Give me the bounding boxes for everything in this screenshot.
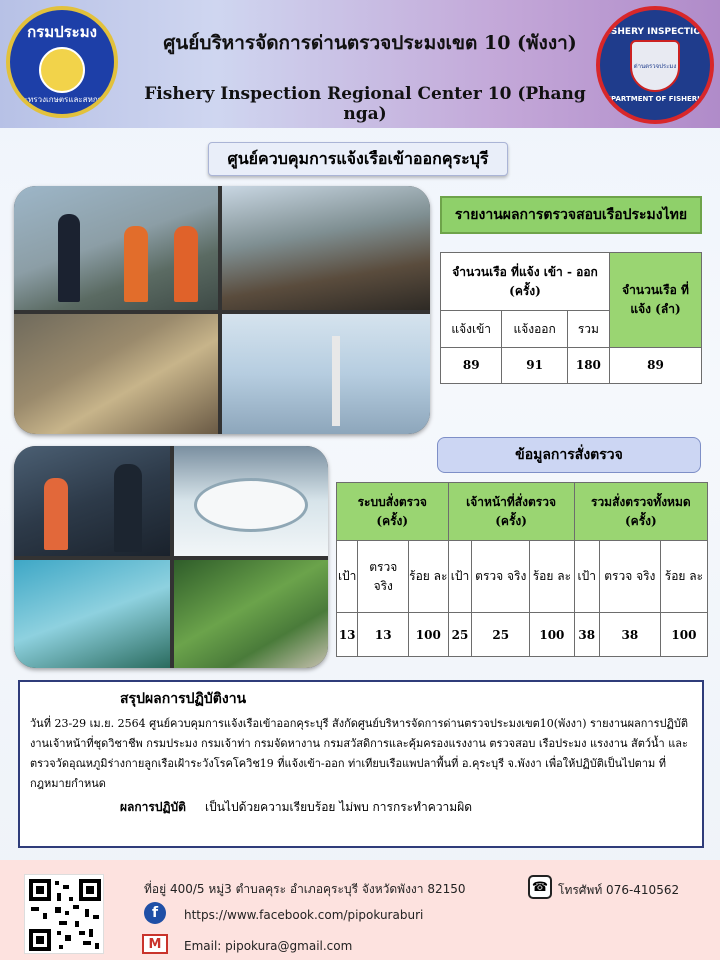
shield-icon	[630, 40, 680, 92]
footer-email[interactable]: Email: pipokura@gmail.com	[184, 939, 353, 953]
report-title: รายงานผลการตรวจสอบเรือประมงไทย	[440, 196, 702, 234]
photo-crew-2	[114, 464, 142, 552]
photo-boat-engine	[222, 186, 430, 310]
emblem-icon	[39, 47, 85, 93]
summary-heading: สรุปผลการปฏิบัติงาน	[120, 691, 247, 707]
photo-vegetables	[174, 560, 328, 668]
system-target-value: 13	[337, 613, 358, 657]
total-actual-value: 38	[599, 613, 660, 657]
center-name-banner: ศูนย์ควบคุมการแจ้งเรือเข้าออกคุระบุรี	[208, 142, 508, 176]
footer-address: ที่อยู่ 400/5 หมู่3 ตำบลคุระ อำเภอคุระบุรี จังหวัดพังงา 82150	[144, 882, 466, 896]
header-officer-orders: เจ้าหน้าที่สั่งตรวจ (ครั้ง)	[448, 483, 574, 541]
subheader-actual: ตรวจ จริง	[599, 541, 660, 613]
photo-equipment-pole	[332, 336, 340, 426]
photo-collage-inspection	[14, 186, 430, 434]
photo-crew-1	[44, 478, 68, 550]
photo-supplies-basin	[14, 560, 170, 668]
total-percent-value: 100	[660, 613, 707, 657]
result-label: ผลการปฏิบัติ	[120, 800, 186, 814]
result-text: เป็นไปด้วยความเรียบร้อย ไม่พบ การกระทำความผิด	[205, 800, 473, 814]
subheader-percent: ร้อย ละ	[530, 541, 575, 613]
fishery-inspection-logo	[596, 6, 714, 124]
system-percent-value: 100	[409, 613, 448, 657]
photo-officer-3	[174, 226, 198, 302]
total-target-value: 38	[574, 613, 599, 657]
value-in: 89	[441, 347, 502, 383]
header-boats-in-out: จำนวนเรือ ที่แจ้ง เข้า - ออก (ครั้ง)	[441, 253, 610, 311]
logo-right-top-text: FISHERY INSPECTION	[601, 26, 709, 37]
system-actual-value: 13	[358, 613, 409, 657]
logo-right-center-text: ด่านตรวจประมง	[633, 62, 677, 70]
page-title-thai: ศูนย์บริหารจัดการด่านตรวจประมงเขต 10 (พังงา)	[163, 32, 577, 54]
inspection-orders-title: ข้อมูลการสั่งตรวจ	[437, 437, 701, 473]
value-out: 91	[502, 347, 567, 383]
summary-result	[120, 798, 692, 817]
subheader-target: เป้า	[574, 541, 599, 613]
mail-icon[interactable]: M	[142, 934, 168, 954]
value-boats: 89	[610, 347, 702, 383]
phone-icon: ☎	[528, 875, 552, 899]
summary-box	[18, 680, 704, 848]
header-total-boats: จำนวนเรือ ที่แจ้ง (ลำ)	[610, 253, 702, 348]
logo-left-top-text: กรมประมง	[27, 22, 97, 41]
summary-body: วันที่ 23-29 เม.ย. 2564 ศูนย์ควบคุมการแจ้งเรือเข้าออกคุระบุรี สังกัดศูนย์บริหารจัดการด่านตรวจประมงเขต10(พังงา) รายงานผลการปฏิบัติงานเจ้าหน้าที่ชุดวิชาชีพ กรมประมง กรมเจ้าท่า กรมจัดหางาน กรมสวัสดิการและคุ้มครองแรงงาน ตรวจสอบ เรือประมง แรงงาน สัตว์น้ำ และตรวจวัดอุณหภูมิร่างกายลูกเรือเฝ้าระวังโรคโควิช19 ที่แจ้งเข้า-ออก ท่าเทียบเรือแพปลาพื้นที่ อ.คุระบุรี จ.พังงา เพื่อให้ปฏิบัติเป็นไปตาม ที่กฎหมายกำหนด	[30, 717, 689, 790]
subheader-percent: ร้อย ละ	[660, 541, 707, 613]
facebook-icon[interactable]: f	[144, 902, 166, 924]
value-sum: 180	[567, 347, 609, 383]
subheader-actual: ตรวจ จริง	[358, 541, 409, 613]
photo-officer-1	[58, 214, 80, 302]
photo-officer-2	[124, 226, 148, 302]
header-system-orders: ระบบสั่งตรวจ (ครั้ง)	[337, 483, 449, 541]
officer-percent-value: 100	[530, 613, 575, 657]
subheader-target: เป้า	[448, 541, 472, 613]
photo-boat-deck	[14, 314, 218, 434]
header-total-orders: รวมสั่งตรวจทั้งหมด (ครั้ง)	[574, 483, 707, 541]
inspection-orders-table	[336, 482, 708, 657]
logo-right-bottom-text: DEPARTMENT OF FISHERIES	[600, 94, 710, 103]
photo-ice-bowl	[194, 478, 308, 532]
subheader-target: เป้า	[337, 541, 358, 613]
page-title-english: Fishery Inspection Regional Center 10 (Phang nga)	[144, 84, 586, 124]
footer-phone: โทรศัพท์ 076-410562	[558, 883, 680, 897]
photo-boat-equipment	[222, 314, 430, 434]
officer-actual-value: 25	[472, 613, 530, 657]
subheader-actual: ตรวจ จริง	[472, 541, 530, 613]
boat-report-table	[440, 252, 702, 384]
subheader-sum: รวม	[567, 311, 609, 347]
subheader-in: แจ้งเข้า	[441, 311, 502, 347]
photo-collage-crew-checks	[14, 446, 328, 668]
logo-left-bottom-text: กระทรวงเกษตรและสหกรณ์	[14, 94, 110, 104]
photo-temperature-check	[14, 446, 170, 556]
footer-facebook-link[interactable]: https://www.facebook.com/pipokuraburi	[184, 908, 424, 922]
department-of-fisheries-logo	[6, 6, 118, 118]
qr-code-icon[interactable]	[24, 874, 104, 954]
officer-target-value: 25	[448, 613, 472, 657]
subheader-percent: ร้อย ละ	[409, 541, 448, 613]
subheader-out: แจ้งออก	[502, 311, 567, 347]
